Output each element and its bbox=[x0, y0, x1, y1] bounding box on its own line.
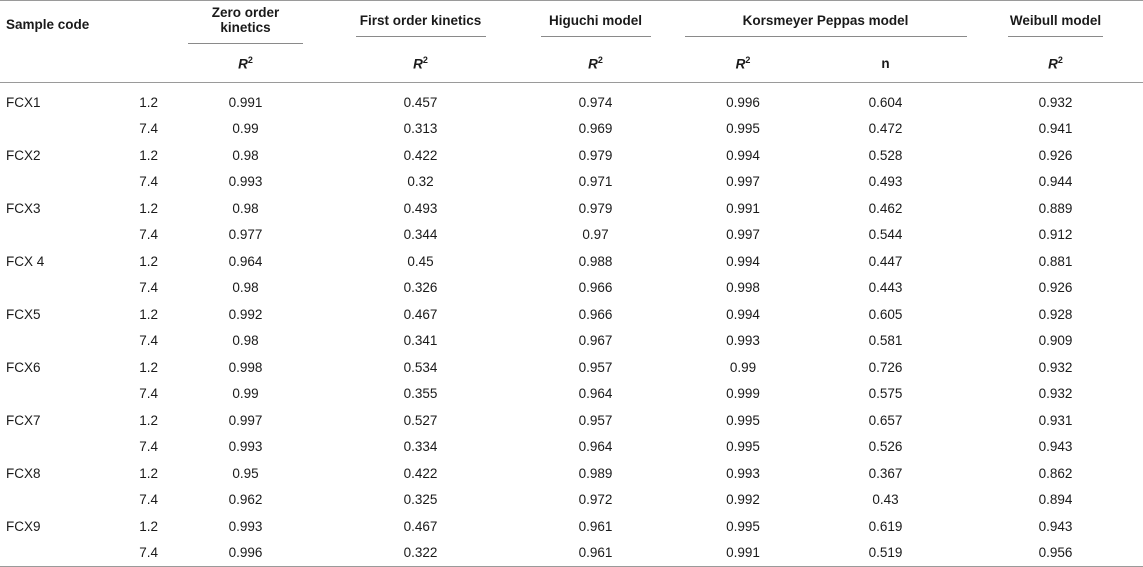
cell-ph: 7.4 bbox=[139, 386, 158, 402]
cell-sample-code: FCX6 bbox=[6, 359, 41, 375]
cell-ph: 1.2 bbox=[139, 200, 158, 216]
table-row bbox=[0, 540, 1143, 567]
cell-korsmeyer-n: 0.605 bbox=[868, 306, 903, 322]
cell-weibull-r2: 0.909 bbox=[1038, 333, 1073, 349]
table-row bbox=[0, 354, 1143, 381]
cell-first-order-r2: 0.527 bbox=[403, 412, 438, 428]
cell-zero-order-r2: 0.95 bbox=[232, 465, 259, 481]
cell-korsmeyer-r2: 0.993 bbox=[726, 333, 760, 349]
cell-weibull-r2: 0.931 bbox=[1038, 412, 1073, 428]
cell-zero-order-r2: 0.98 bbox=[232, 200, 259, 216]
cell-ph: 7.4 bbox=[139, 333, 158, 349]
header-r2-korsmeyer: $R^2$ bbox=[683, 44, 803, 83]
cell-sample-code bbox=[0, 487, 110, 514]
cell-first-order-r2: 0.422 bbox=[403, 147, 438, 163]
table-row bbox=[0, 328, 1143, 355]
header-first-order: First order kinetics bbox=[333, 1, 508, 45]
cell-zero-order-r2: 0.99 bbox=[232, 121, 259, 137]
cell-zero-order-r2: 0.993 bbox=[228, 174, 263, 190]
cell-higuchi-r2: 0.988 bbox=[578, 253, 613, 269]
cell-zero-order-r2: 0.993 bbox=[228, 518, 263, 534]
header-n-korsmeyer: n bbox=[803, 44, 968, 83]
cell-korsmeyer-n: 0.619 bbox=[868, 518, 903, 534]
cell-ph: 7.4 bbox=[139, 174, 158, 190]
cell-weibull-r2: 0.932 bbox=[1038, 94, 1073, 110]
cell-weibull-r2: 0.943 bbox=[1038, 439, 1073, 455]
cell-first-order-r2: 0.467 bbox=[403, 518, 438, 534]
cell-korsmeyer-n: 0.581 bbox=[868, 333, 903, 349]
cell-korsmeyer-n: 0.544 bbox=[868, 227, 903, 243]
cell-ph: 1.2 bbox=[139, 253, 158, 269]
cell-sample-code: FCX3 bbox=[6, 200, 41, 216]
cell-sample-code bbox=[0, 222, 110, 249]
table-row bbox=[0, 116, 1143, 143]
cell-weibull-r2: 0.881 bbox=[1038, 253, 1073, 269]
cell-zero-order-r2: 0.997 bbox=[228, 412, 263, 428]
cell-ph: 7.4 bbox=[139, 439, 158, 455]
cell-ph: 1.2 bbox=[139, 94, 158, 110]
cell-korsmeyer-n: 0.367 bbox=[868, 465, 903, 481]
cell-first-order-r2: 0.334 bbox=[403, 439, 438, 455]
table-row bbox=[0, 142, 1143, 169]
cell-first-order-r2: 0.32 bbox=[407, 174, 434, 190]
cell-ph: 1.2 bbox=[139, 518, 158, 534]
cell-zero-order-r2: 0.998 bbox=[228, 359, 263, 375]
cell-sample-code bbox=[0, 328, 110, 355]
cell-korsmeyer-n: 0.472 bbox=[868, 121, 903, 137]
cell-higuchi-r2: 0.971 bbox=[578, 174, 613, 190]
cell-ph: 7.4 bbox=[139, 227, 158, 243]
cell-first-order-r2: 0.534 bbox=[403, 359, 438, 375]
cell-first-order-r2: 0.457 bbox=[403, 94, 438, 110]
header-r2-weibull: $R^2$ bbox=[968, 44, 1143, 83]
cell-korsmeyer-n: 0.43 bbox=[872, 492, 899, 508]
cell-higuchi-r2: 0.969 bbox=[578, 121, 613, 137]
cell-weibull-r2: 0.894 bbox=[1038, 492, 1073, 508]
header-zero-order: Zero order kinetics bbox=[158, 1, 333, 45]
cell-korsmeyer-n: 0.493 bbox=[868, 174, 903, 190]
cell-higuchi-r2: 0.979 bbox=[578, 200, 613, 216]
cell-ph: 7.4 bbox=[139, 280, 158, 296]
cell-zero-order-r2: 0.964 bbox=[228, 253, 263, 269]
header-row-models bbox=[0, 1, 1143, 45]
cell-first-order-r2: 0.325 bbox=[403, 492, 438, 508]
cell-ph: 1.2 bbox=[139, 465, 158, 481]
cell-weibull-r2: 0.943 bbox=[1038, 518, 1073, 534]
cell-sample-code bbox=[0, 381, 110, 408]
cell-weibull-r2: 0.889 bbox=[1038, 200, 1073, 216]
cell-higuchi-r2: 0.966 bbox=[578, 306, 613, 322]
cell-korsmeyer-r2: 0.998 bbox=[726, 280, 760, 296]
cell-zero-order-r2: 0.99 bbox=[232, 386, 259, 402]
cell-sample-code: FCX5 bbox=[6, 306, 41, 322]
cell-sample-code bbox=[0, 116, 110, 143]
cell-weibull-r2: 0.932 bbox=[1038, 386, 1073, 402]
cell-weibull-r2: 0.862 bbox=[1038, 465, 1073, 481]
table-row bbox=[0, 381, 1143, 408]
header-r2-zero: $R^2$ bbox=[158, 44, 333, 83]
cell-korsmeyer-n: 0.462 bbox=[868, 200, 903, 216]
cell-sample-code: FCX2 bbox=[6, 147, 41, 163]
cell-higuchi-r2: 0.964 bbox=[578, 386, 613, 402]
table-row bbox=[0, 248, 1143, 275]
cell-sample-code bbox=[0, 275, 110, 302]
table-row bbox=[0, 169, 1143, 196]
header-korsmeyer-peppas: Korsmeyer Peppas model bbox=[683, 1, 968, 45]
cell-ph: 1.2 bbox=[139, 412, 158, 428]
cell-weibull-r2: 0.932 bbox=[1038, 359, 1073, 375]
cell-korsmeyer-n: 0.443 bbox=[868, 280, 903, 296]
cell-sample-code: FCX 4 bbox=[6, 253, 45, 269]
cell-first-order-r2: 0.322 bbox=[333, 540, 508, 567]
cell-zero-order-r2: 0.991 bbox=[228, 94, 263, 110]
cell-weibull-r2: 0.956 bbox=[968, 540, 1143, 567]
cell-korsmeyer-r2: 0.997 bbox=[726, 174, 760, 190]
table-row bbox=[0, 434, 1143, 461]
cell-korsmeyer-n: 0.726 bbox=[868, 359, 903, 375]
header-higuchi: Higuchi model bbox=[508, 1, 683, 45]
cell-zero-order-r2: 0.98 bbox=[232, 333, 259, 349]
cell-korsmeyer-n: 0.528 bbox=[868, 147, 903, 163]
cell-weibull-r2: 0.926 bbox=[1038, 280, 1073, 296]
cell-first-order-r2: 0.344 bbox=[403, 227, 438, 243]
cell-korsmeyer-r2: 0.993 bbox=[726, 465, 760, 481]
cell-sample-code: FCX9 bbox=[6, 518, 41, 534]
cell-sample-code bbox=[0, 169, 110, 196]
cell-sample-code bbox=[0, 540, 110, 567]
cell-first-order-r2: 0.341 bbox=[403, 333, 438, 349]
cell-higuchi-r2: 0.989 bbox=[578, 465, 613, 481]
cell-korsmeyer-n: 0.519 bbox=[803, 540, 968, 567]
table-row bbox=[0, 275, 1143, 302]
cell-weibull-r2: 0.928 bbox=[1038, 306, 1073, 322]
cell-higuchi-r2: 0.972 bbox=[578, 492, 613, 508]
table-row bbox=[0, 195, 1143, 222]
cell-korsmeyer-r2: 0.996 bbox=[726, 94, 760, 110]
header-r2-first: $R^2$ bbox=[333, 44, 508, 83]
cell-higuchi-r2: 0.957 bbox=[578, 412, 613, 428]
table-row bbox=[0, 222, 1143, 249]
cell-korsmeyer-r2: 0.997 bbox=[726, 227, 760, 243]
table-row bbox=[0, 83, 1143, 116]
cell-first-order-r2: 0.355 bbox=[403, 386, 438, 402]
cell-higuchi-r2: 0.964 bbox=[578, 439, 613, 455]
cell-higuchi-r2: 0.957 bbox=[578, 359, 613, 375]
cell-weibull-r2: 0.926 bbox=[1038, 147, 1073, 163]
cell-korsmeyer-r2: 0.994 bbox=[726, 306, 760, 322]
cell-sample-code: FCX8 bbox=[6, 465, 41, 481]
cell-higuchi-r2: 0.961 bbox=[508, 540, 683, 567]
cell-zero-order-r2: 0.962 bbox=[228, 492, 263, 508]
cell-korsmeyer-n: 0.526 bbox=[868, 439, 903, 455]
cell-ph: 7.4 bbox=[139, 492, 158, 508]
cell-zero-order-r2: 0.992 bbox=[228, 306, 263, 322]
cell-korsmeyer-r2: 0.994 bbox=[726, 253, 760, 269]
cell-zero-order-r2: 0.98 bbox=[232, 280, 259, 296]
cell-korsmeyer-r2: 0.995 bbox=[726, 439, 760, 455]
cell-korsmeyer-r2: 0.99 bbox=[729, 359, 757, 375]
cell-weibull-r2: 0.941 bbox=[1038, 121, 1073, 137]
header-row-metrics bbox=[0, 44, 1143, 83]
cell-higuchi-r2: 0.979 bbox=[578, 147, 613, 163]
cell-korsmeyer-n: 0.447 bbox=[868, 253, 903, 269]
cell-korsmeyer-n: 0.657 bbox=[868, 412, 903, 428]
cell-korsmeyer-r2: 0.991 bbox=[726, 200, 760, 216]
cell-korsmeyer-r2: 0.999 bbox=[726, 386, 760, 402]
header-sample-code: Sample code bbox=[0, 1, 158, 45]
cell-korsmeyer-r2: 0.995 bbox=[726, 412, 760, 428]
table-row bbox=[0, 460, 1143, 487]
cell-korsmeyer-r2: 0.995 bbox=[726, 518, 760, 534]
cell-higuchi-r2: 0.961 bbox=[578, 518, 613, 534]
cell-ph: 7.4 bbox=[110, 540, 158, 567]
table-row bbox=[0, 407, 1143, 434]
cell-sample-code bbox=[0, 434, 110, 461]
cell-ph: 1.2 bbox=[139, 306, 158, 322]
cell-ph: 1.2 bbox=[139, 359, 158, 375]
cell-first-order-r2: 0.493 bbox=[403, 200, 438, 216]
cell-first-order-r2: 0.313 bbox=[403, 121, 438, 137]
table-row bbox=[0, 513, 1143, 540]
cell-sample-code: FCX1 bbox=[6, 94, 41, 110]
cell-ph: 1.2 bbox=[139, 147, 158, 163]
table-row bbox=[0, 301, 1143, 328]
cell-korsmeyer-r2: 0.995 bbox=[726, 121, 760, 137]
cell-weibull-r2: 0.912 bbox=[1038, 227, 1073, 243]
cell-zero-order-r2: 0.993 bbox=[228, 439, 263, 455]
table-row bbox=[0, 487, 1143, 514]
cell-higuchi-r2: 0.966 bbox=[578, 280, 613, 296]
cell-korsmeyer-r2: 0.991 bbox=[683, 540, 803, 567]
cell-zero-order-r2: 0.996 bbox=[158, 540, 333, 567]
cell-korsmeyer-r2: 0.992 bbox=[726, 492, 760, 508]
header-r2-higuchi: $R^2$ bbox=[508, 44, 683, 83]
table-body bbox=[0, 83, 1143, 567]
cell-first-order-r2: 0.45 bbox=[407, 253, 434, 269]
cell-first-order-r2: 0.422 bbox=[403, 465, 438, 481]
cell-weibull-r2: 0.944 bbox=[1038, 174, 1073, 190]
cell-first-order-r2: 0.326 bbox=[403, 280, 438, 296]
cell-sample-code: FCX7 bbox=[6, 412, 41, 428]
header-weibull: Weibull model bbox=[968, 1, 1143, 45]
cell-korsmeyer-n: 0.604 bbox=[868, 94, 903, 110]
cell-first-order-r2: 0.467 bbox=[403, 306, 438, 322]
cell-higuchi-r2: 0.967 bbox=[578, 333, 613, 349]
cell-korsmeyer-n: 0.575 bbox=[868, 386, 903, 402]
cell-zero-order-r2: 0.977 bbox=[228, 227, 263, 243]
cell-ph: 7.4 bbox=[139, 121, 158, 137]
cell-higuchi-r2: 0.974 bbox=[578, 94, 613, 110]
cell-zero-order-r2: 0.98 bbox=[232, 147, 259, 163]
cell-higuchi-r2: 0.97 bbox=[582, 227, 609, 243]
cell-korsmeyer-r2: 0.994 bbox=[726, 147, 760, 163]
